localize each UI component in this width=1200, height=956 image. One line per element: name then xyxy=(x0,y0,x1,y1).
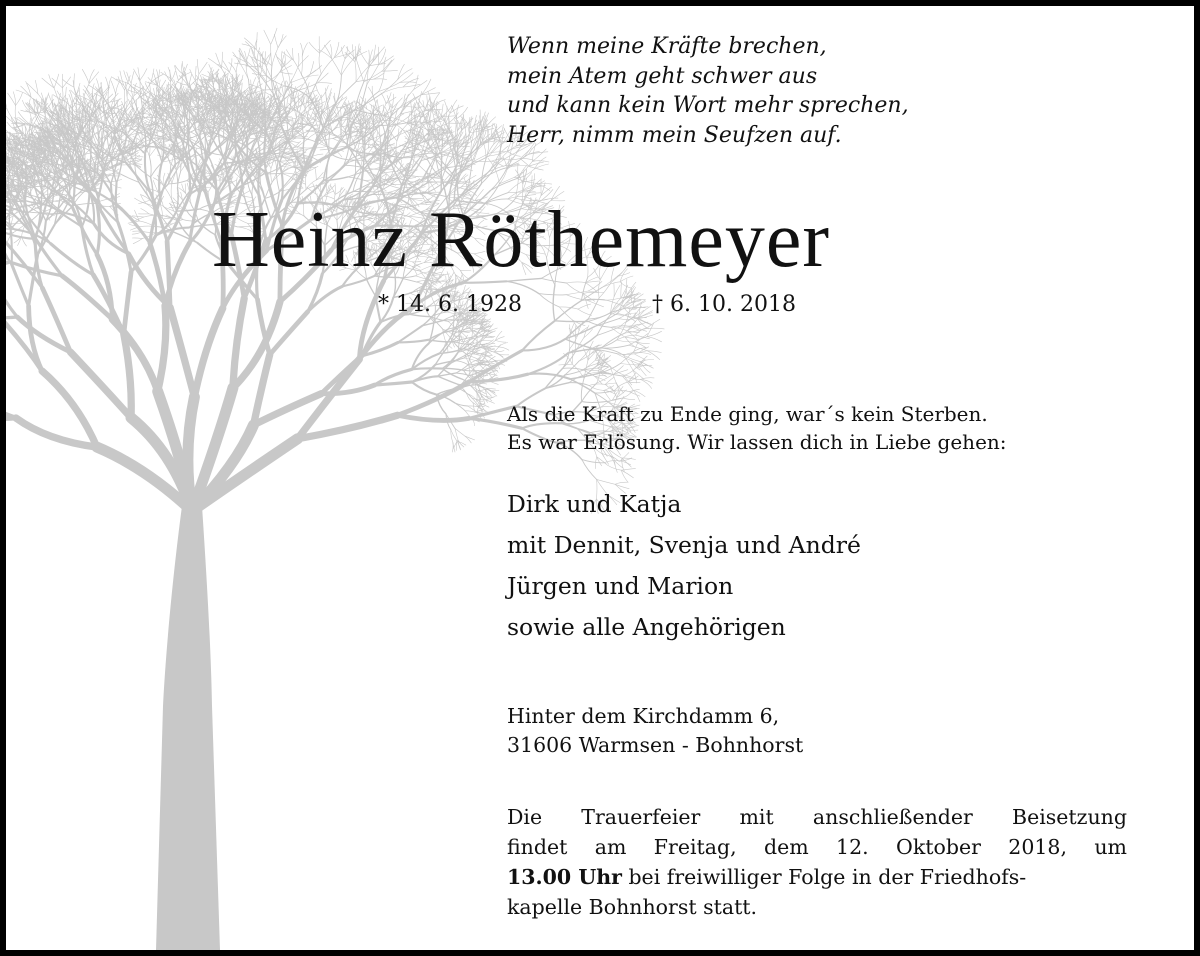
mourners-list xyxy=(507,484,861,648)
poem-verse xyxy=(507,32,909,150)
poem-line: Herr, nimm mein Seufzen auf. xyxy=(507,122,842,148)
service-line-rest: bei freiwilliger Folge in der Friedhofs- xyxy=(621,865,1027,889)
family-address xyxy=(507,702,803,760)
poem-line: und kann kein Wort mehr sprechen, xyxy=(507,93,909,118)
birth-date: * 14. 6. 1928 xyxy=(378,292,522,317)
address-line: Hinter dem Kirchdamm 6, xyxy=(507,704,780,728)
deceased-name: Heinz Röthemeyer xyxy=(212,196,830,284)
mourner-line: mit Dennit, Svenja und André xyxy=(507,531,861,559)
quote-line: Als die Kraft zu Ende ging, war´s kein Sterben. xyxy=(507,402,988,426)
death-date: † 6. 10. 2018 xyxy=(652,292,796,317)
service-line xyxy=(507,862,1127,892)
service-time: 13.00 Uhr xyxy=(507,865,622,889)
mourner-line: Dirk und Katja xyxy=(507,490,682,518)
mourner-line: sowie alle Angehörigen xyxy=(507,613,786,641)
address-line: 31606 Warmsen - Bohnhorst xyxy=(507,733,804,757)
mourner-line: Jürgen und Marion xyxy=(507,572,734,600)
poem-line: Wenn meine Kräfte brechen, xyxy=(507,34,827,59)
quote-line: Es war Erlösung. Wir lassen dich in Liebe gehen: xyxy=(507,430,1007,454)
funeral-service-info xyxy=(507,802,1127,922)
service-line: findet am Freitag, dem 12. Oktober 2018, um xyxy=(507,835,1127,859)
poem-line: mein Atem geht schwer aus xyxy=(507,63,818,89)
farewell-quote xyxy=(507,400,1007,456)
service-line: kapelle Bohnhorst statt. xyxy=(507,895,758,919)
service-line: Die Trauerfeier mit anschließender Beisetzung xyxy=(507,805,1127,829)
